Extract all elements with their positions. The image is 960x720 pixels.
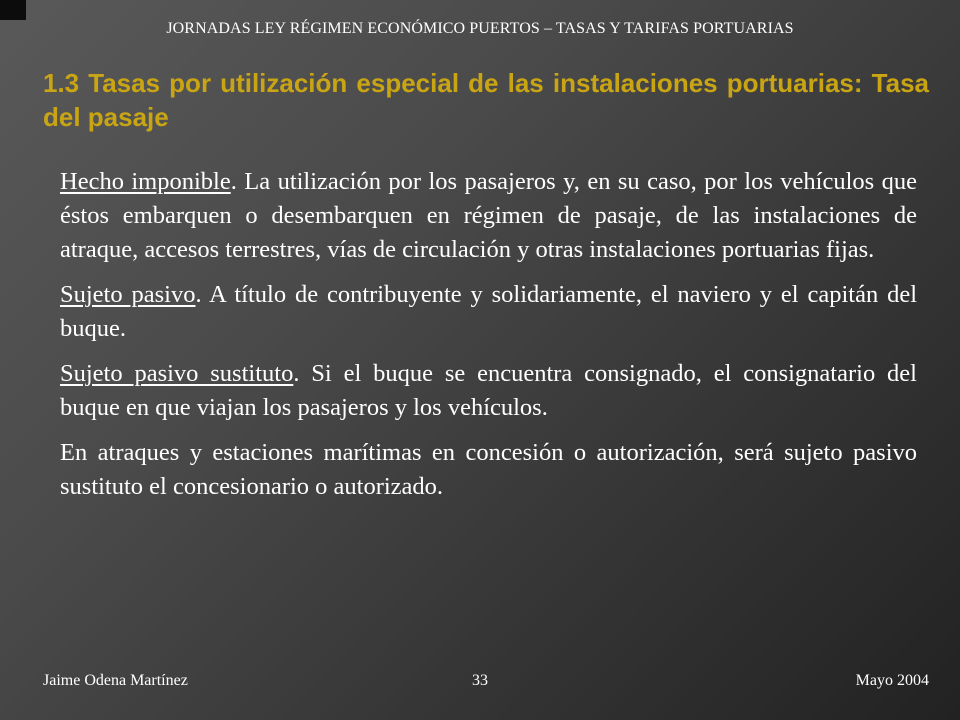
paragraph-concesion <box>60 436 917 504</box>
paragraph-text: En atraques y estaciones marítimas en concesión o autorización, será sujeto pasivo sustituto el concesionario o autorizado. <box>60 439 917 500</box>
corner-mark <box>0 0 26 20</box>
paragraph-text: . A título de contribuyente y solidariamente, el naviero y el capitán del buque. <box>60 281 917 342</box>
term-sujeto-pasivo: Sujeto pasivo <box>60 281 196 308</box>
term-hecho-imponible: Hecho imponible <box>60 168 231 195</box>
slide-body <box>60 165 917 515</box>
slide-title: 1.3 Tasas por utilización especial de las instalaciones portuarias: Tasa del pasaje <box>43 68 929 132</box>
footer-author: Jaime Odena Martínez <box>43 672 188 689</box>
paragraph-sujeto-pasivo <box>60 278 917 346</box>
footer-date: Mayo 2004 <box>855 672 929 689</box>
term-sujeto-pasivo-sustituto: Sujeto pasivo sustituto <box>60 360 294 387</box>
paragraph-sujeto-pasivo-sustituto <box>60 357 917 425</box>
footer-page-number: 33 <box>472 672 488 689</box>
paragraph-text: . La utilización por los pasajeros y, en su caso, por los vehículos que éstos embarquen o desembarquen en régimen de pasaje, de las instalaciones de atraque, accesos terrestres, vías de circulación y otras instalaciones portuarias fijas. <box>60 168 918 263</box>
paragraph-text: . Si el buque se encuentra consignado, el consignatario del buque en que viajan los pasajeros y los vehículos. <box>60 360 917 421</box>
paragraph-hecho-imponible <box>60 165 917 267</box>
header-title: JORNADAS LEY RÉGIMEN ECONÓMICO PUERTOS – TASAS Y TARIFAS PORTUARIAS <box>166 20 794 37</box>
